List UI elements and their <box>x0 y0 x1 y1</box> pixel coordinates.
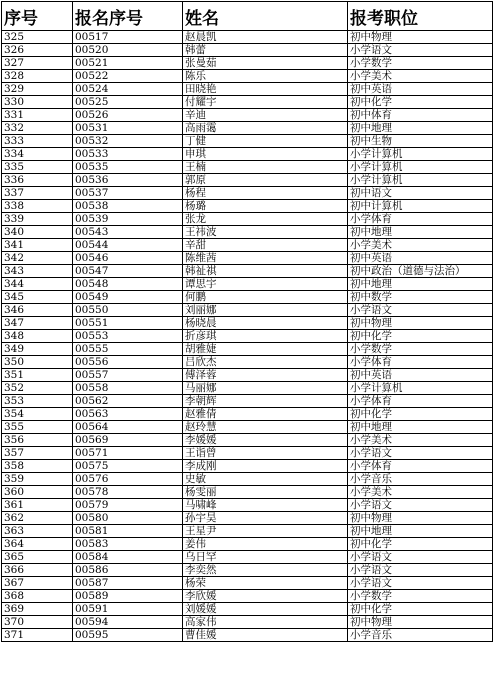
name-cell: 韩祉祺 <box>183 265 348 278</box>
position-cell: 初中语文 <box>348 187 493 200</box>
reg-no-cell: 00536 <box>73 174 183 187</box>
name-cell: 李欣媛 <box>183 590 348 603</box>
seq-cell: 366 <box>2 564 73 577</box>
position-cell: 小学数学 <box>348 57 493 70</box>
seq-cell: 367 <box>2 577 73 590</box>
name-cell: 折彦琪 <box>183 330 348 343</box>
seq-cell: 369 <box>2 603 73 616</box>
seq-cell: 345 <box>2 291 73 304</box>
reg-no-cell: 00580 <box>73 512 183 525</box>
seq-cell: 356 <box>2 434 73 447</box>
position-cell: 小学语文 <box>348 447 493 460</box>
reg-no-cell: 00564 <box>73 421 183 434</box>
reg-no-cell: 00587 <box>73 577 183 590</box>
seq-cell: 327 <box>2 57 73 70</box>
table-row <box>2 161 493 174</box>
name-cell: 谭思宇 <box>183 278 348 291</box>
seq-cell: 344 <box>2 278 73 291</box>
seq-cell: 371 <box>2 629 73 642</box>
seq-cell: 328 <box>2 70 73 83</box>
table-row <box>2 382 493 395</box>
name-cell: 陈乐 <box>183 70 348 83</box>
name-cell: 何鹏 <box>183 291 348 304</box>
reg-no-cell: 00555 <box>73 343 183 356</box>
position-cell: 初中地理 <box>348 421 493 434</box>
name-cell: 乌日罕 <box>183 551 348 564</box>
reg-no-cell: 00579 <box>73 499 183 512</box>
position-cell: 小学语文 <box>348 499 493 512</box>
seq-cell: 351 <box>2 369 73 382</box>
reg-no-cell: 00595 <box>73 629 183 642</box>
name-cell: 傅泽蓉 <box>183 369 348 382</box>
reg-no-cell: 00522 <box>73 70 183 83</box>
reg-no-cell: 00531 <box>73 122 183 135</box>
name-cell: 杨雯丽 <box>183 486 348 499</box>
table-row <box>2 460 493 473</box>
reg-no-cell: 00589 <box>73 590 183 603</box>
table-row <box>2 291 493 304</box>
table-row <box>2 434 493 447</box>
reg-no-cell: 00558 <box>73 382 183 395</box>
position-cell: 小学计算机 <box>348 174 493 187</box>
name-cell: 曹佳媛 <box>183 629 348 642</box>
table-row <box>2 499 493 512</box>
table-row <box>2 421 493 434</box>
position-cell: 小学音乐 <box>348 473 493 486</box>
seq-cell: 364 <box>2 538 73 551</box>
name-cell: 胡雅婕 <box>183 343 348 356</box>
table-row <box>2 226 493 239</box>
position-cell: 初中生物 <box>348 135 493 148</box>
position-cell: 小学体育 <box>348 460 493 473</box>
reg-no-cell: 00586 <box>73 564 183 577</box>
position-cell: 初中化学 <box>348 96 493 109</box>
table-row <box>2 70 493 83</box>
reg-no-cell: 00576 <box>73 473 183 486</box>
position-cell: 初中物理 <box>348 317 493 330</box>
table-row <box>2 135 493 148</box>
reg-no-cell: 00581 <box>73 525 183 538</box>
table-row <box>2 304 493 317</box>
name-cell: 李奕然 <box>183 564 348 577</box>
position-cell: 初中地理 <box>348 278 493 291</box>
name-cell: 丁健 <box>183 135 348 148</box>
name-cell: 刘丽娜 <box>183 304 348 317</box>
seq-cell: 362 <box>2 512 73 525</box>
position-cell: 小学体育 <box>348 356 493 369</box>
name-cell: 陈维茜 <box>183 252 348 265</box>
reg-no-cell: 00524 <box>73 83 183 96</box>
name-cell: 高雨霭 <box>183 122 348 135</box>
name-cell: 杨晓晨 <box>183 317 348 330</box>
reg-no-cell: 00562 <box>73 395 183 408</box>
reg-no-cell: 00578 <box>73 486 183 499</box>
seq-cell: 348 <box>2 330 73 343</box>
name-cell: 姜伟 <box>183 538 348 551</box>
name-cell: 王星尹 <box>183 525 348 538</box>
roster-table <box>1 1 493 642</box>
reg-no-cell: 00571 <box>73 447 183 460</box>
seq-cell: 350 <box>2 356 73 369</box>
name-cell: 赵晨凯 <box>183 31 348 44</box>
position-cell: 初中数学 <box>348 291 493 304</box>
seq-cell: 337 <box>2 187 73 200</box>
position-cell: 小学语文 <box>348 577 493 590</box>
position-cell: 初中化学 <box>348 408 493 421</box>
seq-cell: 341 <box>2 239 73 252</box>
name-cell: 王楠 <box>183 161 348 174</box>
seq-cell: 361 <box>2 499 73 512</box>
reg-no-cell: 00548 <box>73 278 183 291</box>
name-cell: 赵雅倩 <box>183 408 348 421</box>
position-cell: 小学美术 <box>348 239 493 252</box>
table-row <box>2 486 493 499</box>
position-cell: 初中计算机 <box>348 200 493 213</box>
name-cell: 李媛媛 <box>183 434 348 447</box>
seq-cell: 338 <box>2 200 73 213</box>
position-cell: 小学语文 <box>348 551 493 564</box>
name-cell: 张曼茹 <box>183 57 348 70</box>
name-cell: 张龙 <box>183 213 348 226</box>
table-row <box>2 83 493 96</box>
reg-no-cell: 00569 <box>73 434 183 447</box>
seq-cell: 363 <box>2 525 73 538</box>
seq-cell: 343 <box>2 265 73 278</box>
table-row <box>2 408 493 421</box>
seq-cell: 355 <box>2 421 73 434</box>
name-cell: 郭原 <box>183 174 348 187</box>
position-cell: 初中地理 <box>348 525 493 538</box>
reg-no-cell: 00591 <box>73 603 183 616</box>
seq-cell: 353 <box>2 395 73 408</box>
position-cell: 初中政治（道德与法治） <box>348 265 493 278</box>
position-cell: 小学计算机 <box>348 148 493 161</box>
table-row <box>2 278 493 291</box>
table-row <box>2 447 493 460</box>
name-cell: 马丽娜 <box>183 382 348 395</box>
seq-cell: 325 <box>2 31 73 44</box>
reg-no-cell: 00544 <box>73 239 183 252</box>
name-cell: 韩蕾 <box>183 44 348 57</box>
seq-cell: 352 <box>2 382 73 395</box>
table-row <box>2 174 493 187</box>
seq-cell: 346 <box>2 304 73 317</box>
position-cell: 小学语文 <box>348 304 493 317</box>
seq-cell: 368 <box>2 590 73 603</box>
position-cell: 小学音乐 <box>348 629 493 642</box>
header-row <box>2 2 493 31</box>
table-row <box>2 187 493 200</box>
table-row <box>2 57 493 70</box>
header-seq: 序号 <box>2 2 73 31</box>
reg-no-cell: 00563 <box>73 408 183 421</box>
name-cell: 田晓艳 <box>183 83 348 96</box>
seq-cell: 359 <box>2 473 73 486</box>
reg-no-cell: 00550 <box>73 304 183 317</box>
table-row <box>2 395 493 408</box>
name-cell: 史敏 <box>183 473 348 486</box>
table-row <box>2 603 493 616</box>
name-cell: 王诣曾 <box>183 447 348 460</box>
reg-no-cell: 00553 <box>73 330 183 343</box>
reg-no-cell: 00525 <box>73 96 183 109</box>
position-cell: 初中物理 <box>348 31 493 44</box>
seq-cell: 340 <box>2 226 73 239</box>
reg-no-cell: 00532 <box>73 135 183 148</box>
position-cell: 小学语文 <box>348 44 493 57</box>
table-row <box>2 239 493 252</box>
name-cell: 高家伟 <box>183 616 348 629</box>
position-cell: 小学体育 <box>348 395 493 408</box>
name-cell: 马啸峰 <box>183 499 348 512</box>
position-cell: 初中英语 <box>348 252 493 265</box>
reg-no-cell: 00594 <box>73 616 183 629</box>
seq-cell: 326 <box>2 44 73 57</box>
reg-no-cell: 00533 <box>73 148 183 161</box>
seq-cell: 333 <box>2 135 73 148</box>
reg-no-cell: 00538 <box>73 200 183 213</box>
reg-no-cell: 00551 <box>73 317 183 330</box>
position-cell: 小学数学 <box>348 590 493 603</box>
table-row <box>2 252 493 265</box>
seq-cell: 360 <box>2 486 73 499</box>
position-cell: 小学语文 <box>348 564 493 577</box>
seq-cell: 339 <box>2 213 73 226</box>
name-cell: 申琪 <box>183 148 348 161</box>
reg-no-cell: 00520 <box>73 44 183 57</box>
table-row <box>2 330 493 343</box>
position-cell: 初中体育 <box>348 109 493 122</box>
name-cell: 刘媛媛 <box>183 603 348 616</box>
position-cell: 初中物理 <box>348 512 493 525</box>
reg-no-cell: 00583 <box>73 538 183 551</box>
name-cell: 李朝辉 <box>183 395 348 408</box>
table-row <box>2 564 493 577</box>
name-cell: 辛甜 <box>183 239 348 252</box>
reg-no-cell: 00584 <box>73 551 183 564</box>
position-cell: 初中地理 <box>348 122 493 135</box>
table-row <box>2 590 493 603</box>
seq-cell: 357 <box>2 447 73 460</box>
reg-no-cell: 00537 <box>73 187 183 200</box>
seq-cell: 358 <box>2 460 73 473</box>
seq-cell: 365 <box>2 551 73 564</box>
seq-cell: 347 <box>2 317 73 330</box>
seq-cell: 336 <box>2 174 73 187</box>
header-reg-no: 报名序号 <box>73 2 183 31</box>
reg-no-cell: 00557 <box>73 369 183 382</box>
seq-cell: 332 <box>2 122 73 135</box>
table-row <box>2 538 493 551</box>
table-row <box>2 512 493 525</box>
position-cell: 初中地理 <box>348 226 493 239</box>
table-row <box>2 629 493 642</box>
position-cell: 初中化学 <box>348 603 493 616</box>
position-cell: 初中化学 <box>348 538 493 551</box>
seq-cell: 330 <box>2 96 73 109</box>
position-cell: 初中化学 <box>348 330 493 343</box>
table-row <box>2 31 493 44</box>
table-row <box>2 122 493 135</box>
table-row <box>2 525 493 538</box>
table-row <box>2 109 493 122</box>
reg-no-cell: 00546 <box>73 252 183 265</box>
position-cell: 小学体育 <box>348 213 493 226</box>
reg-no-cell: 00549 <box>73 291 183 304</box>
seq-cell: 370 <box>2 616 73 629</box>
position-cell: 初中物理 <box>348 616 493 629</box>
position-cell: 小学美术 <box>348 486 493 499</box>
seq-cell: 354 <box>2 408 73 421</box>
table-row <box>2 200 493 213</box>
name-cell: 杨程 <box>183 187 348 200</box>
seq-cell: 342 <box>2 252 73 265</box>
reg-no-cell: 00539 <box>73 213 183 226</box>
table-row <box>2 356 493 369</box>
reg-no-cell: 00543 <box>73 226 183 239</box>
position-cell: 初中英语 <box>348 83 493 96</box>
reg-no-cell: 00535 <box>73 161 183 174</box>
header-position: 报考职位 <box>348 2 493 31</box>
table-row <box>2 616 493 629</box>
position-cell: 小学计算机 <box>348 382 493 395</box>
table-row <box>2 317 493 330</box>
table-row <box>2 369 493 382</box>
header-name: 姓名 <box>183 2 348 31</box>
name-cell: 王祎波 <box>183 226 348 239</box>
table-row <box>2 44 493 57</box>
table-row <box>2 265 493 278</box>
seq-cell: 334 <box>2 148 73 161</box>
name-cell: 辛迪 <box>183 109 348 122</box>
table-row <box>2 343 493 356</box>
table-body <box>2 31 493 642</box>
seq-cell: 331 <box>2 109 73 122</box>
name-cell: 孙宇昊 <box>183 512 348 525</box>
position-cell: 小学美术 <box>348 70 493 83</box>
reg-no-cell: 00575 <box>73 460 183 473</box>
position-cell: 小学数学 <box>348 343 493 356</box>
table-row <box>2 551 493 564</box>
name-cell: 赵玲慧 <box>183 421 348 434</box>
name-cell: 杨璐 <box>183 200 348 213</box>
position-cell: 小学计算机 <box>348 161 493 174</box>
table-row <box>2 473 493 486</box>
name-cell: 付耀宇 <box>183 96 348 109</box>
seq-cell: 335 <box>2 161 73 174</box>
reg-no-cell: 00556 <box>73 356 183 369</box>
reg-no-cell: 00547 <box>73 265 183 278</box>
reg-no-cell: 00521 <box>73 57 183 70</box>
name-cell: 李成刚 <box>183 460 348 473</box>
seq-cell: 349 <box>2 343 73 356</box>
position-cell: 小学美术 <box>348 434 493 447</box>
name-cell: 杨荣 <box>183 577 348 590</box>
table-header <box>2 2 493 31</box>
table-row <box>2 213 493 226</box>
table-row <box>2 96 493 109</box>
table-row <box>2 577 493 590</box>
name-cell: 吕欣杰 <box>183 356 348 369</box>
seq-cell: 329 <box>2 83 73 96</box>
reg-no-cell: 00526 <box>73 109 183 122</box>
position-cell: 初中英语 <box>348 369 493 382</box>
table-row <box>2 148 493 161</box>
reg-no-cell: 00517 <box>73 31 183 44</box>
